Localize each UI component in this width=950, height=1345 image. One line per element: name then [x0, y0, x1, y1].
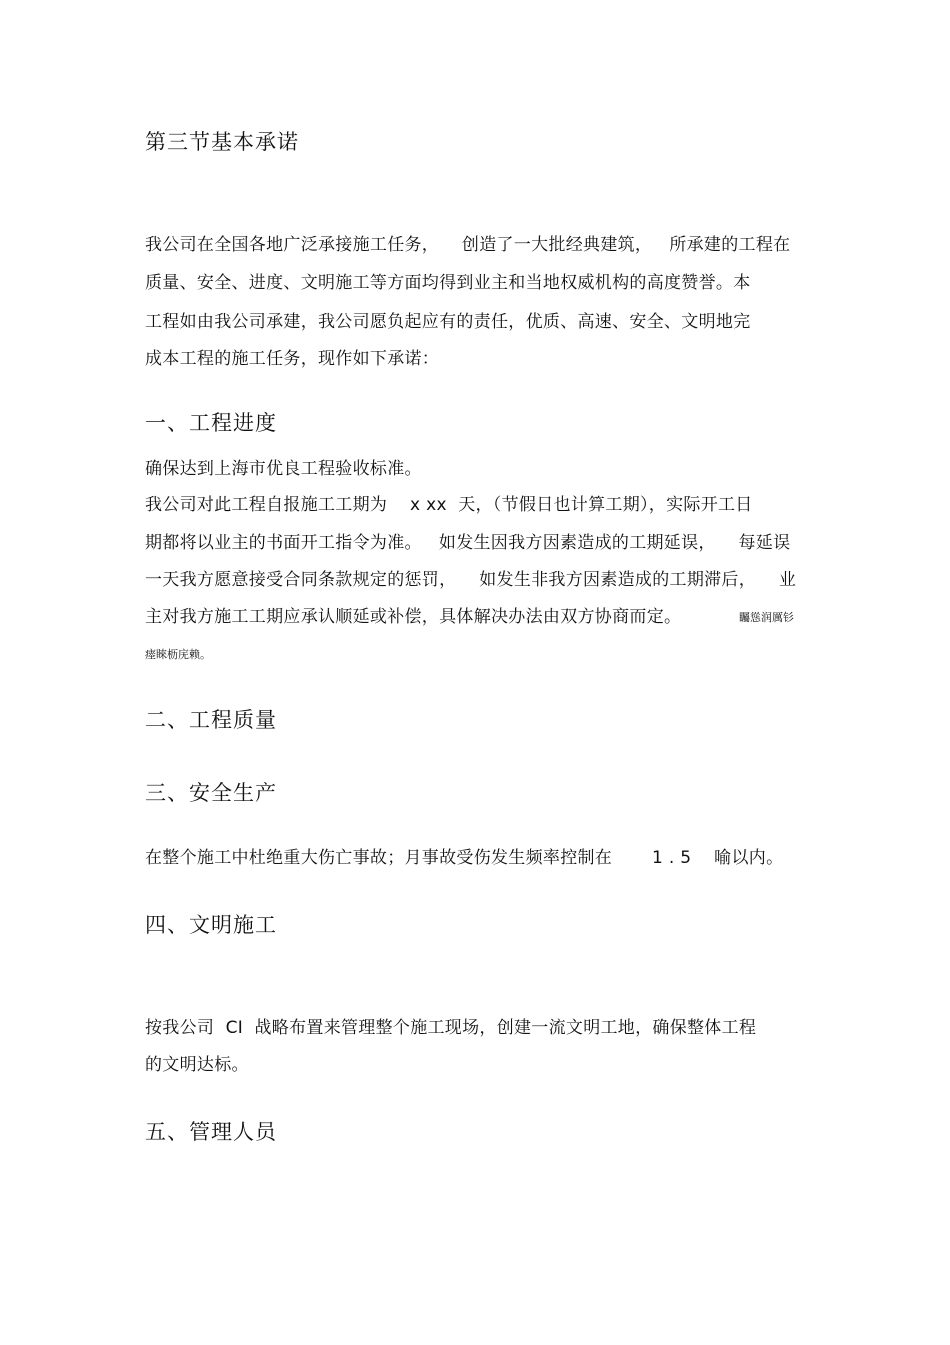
- schedule-line-3: 期都将以业主的书面开工指令为准。 如发生因我方因素造成的工期延误， 每延误: [145, 533, 791, 553]
- intro-line-4: 成本工程的施工任务，现作如下承诺：: [145, 349, 440, 369]
- schedule-line-5: 主对我方施工工期应承认顺延或补偿，具体解决办法由双方协商而定。: [145, 607, 682, 627]
- intro-line-1: 我公司在全国各地广泛承接施工任务， 创造了一大批经典建筑， 所承建的工程在: [145, 235, 791, 255]
- section-heading-civilized: 四、文明施工: [145, 913, 277, 937]
- section-heading-safety: 三、安全生产: [145, 781, 277, 805]
- civilized-line-1: 按我公司 CI 战略布置来管理整个施工现场，创建一流文明工地，确保整体工程: [145, 1018, 757, 1038]
- schedule-line-1: 确保达到上海市优良工程验收标准。: [145, 459, 422, 479]
- section-heading-quality: 二、工程质量: [145, 708, 277, 732]
- schedule-line-2: 我公司对此工程自报施工工期为 x xx 天，（节假日也计算工期），实际开工日: [145, 495, 753, 515]
- intro-line-2: 质量、安全、进度、文明施工等方面均得到业主和当地权威机构的高度赞誉。本: [145, 273, 751, 293]
- section-heading-schedule: 一、工程进度: [145, 411, 277, 435]
- page-title: 第三节基本承诺: [145, 130, 299, 154]
- civilized-line-2: 的文明达标。: [145, 1055, 249, 1075]
- garbled-text-2: 瘗睞枥庑赖。: [145, 648, 211, 661]
- garbled-text-1: 矚慫润厲钐: [739, 611, 794, 624]
- intro-line-3: 工程如由我公司承建，我公司愿负起应有的责任，优质、高速、安全、文明地完: [145, 312, 751, 332]
- safety-line: 在整个施工中杜绝重大伤亡事故；月事故受伤发生频率控制在 1 . 5 喻以内。: [145, 848, 784, 868]
- schedule-line-4: 一天我方愿意接受合同条款规定的惩罚， 如发生非我方因素造成的工期滞后， 业: [145, 570, 797, 590]
- section-heading-management: 五、管理人员: [145, 1120, 277, 1144]
